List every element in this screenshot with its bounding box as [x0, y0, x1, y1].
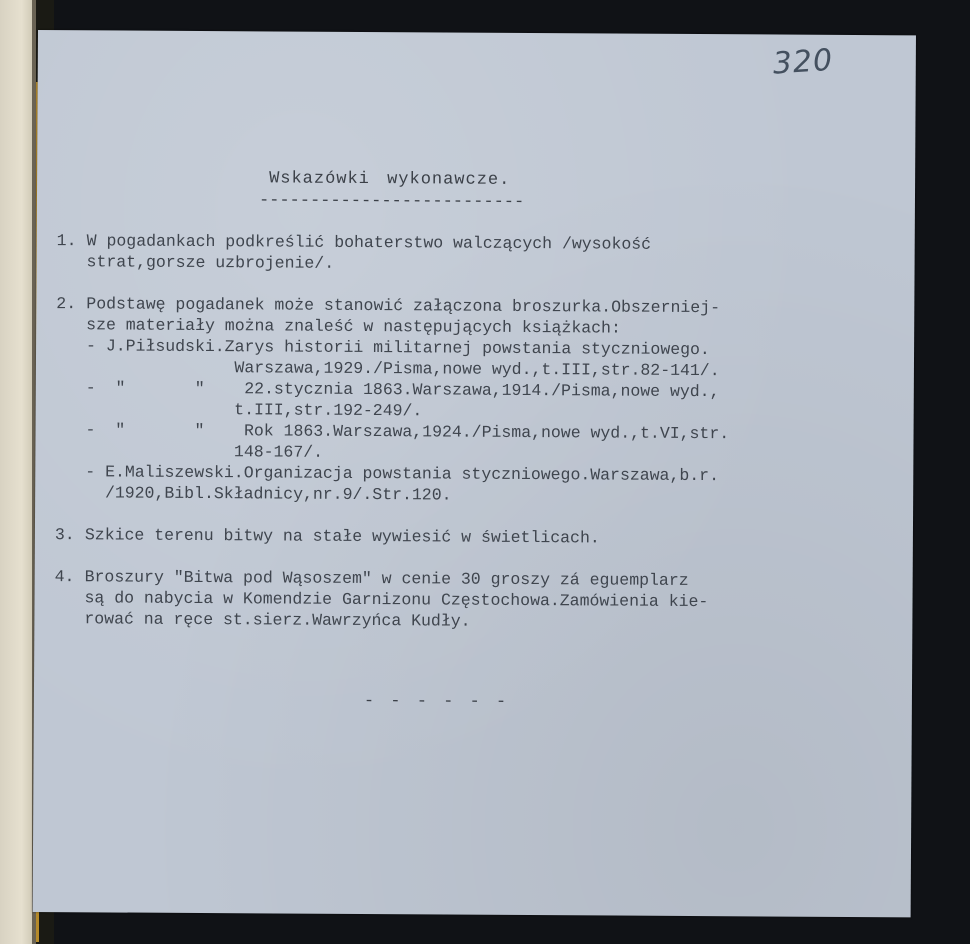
page-number: 320 — [771, 42, 835, 82]
item-line: sze materiały można znaleść w następujących książkach: — [86, 315, 621, 338]
item-number: 2. — [56, 294, 77, 314]
bibliography-line: - J.Piłsudski.Zarys historii militarnej powstania styczniowego. — [86, 336, 710, 360]
bibliography-line: 148-167/. — [85, 441, 324, 462]
title-underline: -------------------------- — [258, 191, 525, 212]
item-number: 4. — [54, 567, 75, 587]
list-item — [54, 566, 914, 634]
item-line: Broszury "Bitwa pod Wąsoszem" w cenie 30 groszy zá eguemplarz — [84, 567, 689, 590]
bibliography-line: - " " 22.stycznia 1863.Warszawa,1914./Pisma,nowe wyd., — [85, 378, 720, 402]
item-line: Szkice terenu bitwy na stałe wywiesić w świetlicach. — [84, 525, 600, 548]
closing-dashes: - - - - - - — [363, 692, 510, 712]
bibliography-line: Warszawa,1929./Pisma,nowe wyd.,t.III,str.82-141/. — [85, 357, 720, 381]
item-line: Podstawę pogadanek może stanowić załączona broszurka.Obszerniej- — [86, 294, 721, 318]
bibliography-line: /1920,Bibl.Składnicy,nr.9/.Str.120. — [85, 483, 452, 505]
binder-edge — [0, 0, 36, 944]
list-item — [55, 524, 915, 550]
instruction-list — [54, 230, 917, 655]
list-item — [57, 230, 917, 277]
list-item — [55, 293, 916, 508]
item-line: W pogadankach podkreślić bohaterstwo walczących /wysokość — [86, 231, 652, 254]
item-number: 3. — [54, 525, 75, 545]
bibliography — [85, 335, 916, 508]
document-title: Wskazówki wykonawcze. — [269, 169, 511, 190]
item-line: strat,gorsze uzbrojenie/. — [86, 252, 335, 273]
document-page — [33, 30, 916, 917]
item-line: rować na ręce st.sierz.Wawrzyńca Kudły. — [84, 609, 471, 631]
bibliography-line: t.III,str.192-249/. — [85, 399, 423, 421]
item-number: 1. — [56, 231, 77, 251]
bibliography-line: - E.Maliszewski.Organizacja powstania styczniowego.Warszawa,b.r. — [85, 462, 720, 486]
item-line: są do nabycia w Komendzie Garnizonu Częstochowa.Zamówienia kie- — [84, 588, 709, 612]
bibliography-line: - " " Rok 1863.Warszawa,1924./Pisma,nowe wyd.,t.VI,str. — [85, 420, 730, 444]
